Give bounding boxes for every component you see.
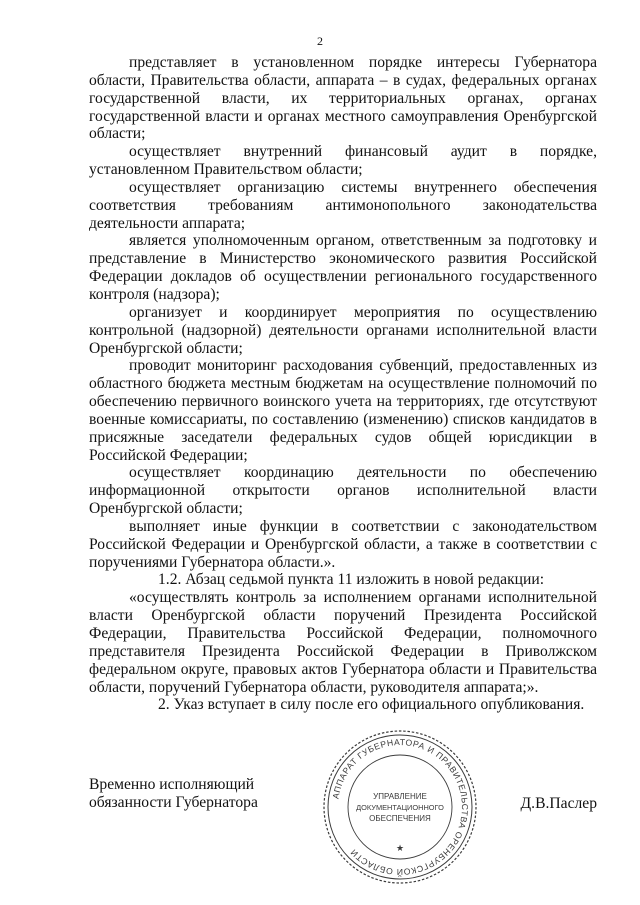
seal-graphic bbox=[320, 727, 480, 887]
paragraph-organizes-control: организует и координирует мероприятия по осуществлению контрольной (надзорной) деятельности органами исполнительной власти Оренбургской области; bbox=[89, 303, 597, 357]
seal-ring-text: АППАРАТ ГУБЕРНАТОРА И ПРАВИТЕЛЬСТВА ОРЕНБУРГСКОЙ ОБЛАСТИ bbox=[330, 736, 471, 878]
document-body bbox=[89, 54, 597, 714]
seal-star-icon: ★ bbox=[395, 844, 405, 854]
paragraph-other-functions: выполняет иные функции в соответствии с законодательством Российской Федерации и Оренбургской области, а также в соответствии с поручениями Губернатора области.». bbox=[89, 517, 597, 571]
paragraph-authorized-body: является уполномоченным органом, ответственным за подготовку и представление в Министерство экономического развития Российской Федерации докладов об осуществлении регионального государственного контроля (надзора); bbox=[89, 232, 597, 303]
paragraph-item-1-2: 1.2. Абзац седьмой пункта 11 изложить в новой редакции: bbox=[158, 571, 545, 589]
page-number: 2 bbox=[317, 34, 323, 48]
signature-position-line2: обязанности Губернатора bbox=[89, 794, 258, 811]
seal-center-line1: УПРАВЛЕНИЕ bbox=[373, 792, 427, 801]
paragraph-information-openness: осуществляет координацию деятельности по обеспечению информационной открытости органов исполнительной власти Оренбургской области; bbox=[89, 464, 597, 518]
seal-center-line3: ОБЕСПЕЧЕНИЯ bbox=[369, 814, 431, 823]
signature-position bbox=[89, 776, 258, 812]
seal-center-line2: ДОКУМЕНТАЦИОННОГО bbox=[356, 803, 444, 812]
paragraph-represents-interests: представляет в установленном порядке интересы Губернатора области, Правительства области, аппарата – в судах, федеральных органах государственной власти, их территориальных органах, органах государственной власти и органах местного самоуправления Оренбургской области; bbox=[89, 54, 597, 143]
signature-position-line1: Временно исполняющий bbox=[89, 776, 255, 793]
paragraph-antimonopoly-compliance: осуществляет организацию системы внутреннего обеспечения соответствия требованиям антимонопольного законодательства деятельности аппарата; bbox=[89, 178, 597, 232]
paragraph-new-wording: «осуществлять контроль за исполнением органами исполнительной власти Оренбургской области поручений Президента Российской Федерации, Правительства Российской Федерации, полномочного представителя Президента Российской Федерации в Приволжском федеральном округе, правовых актов Губернатора области и Правительства области, поручений Губернатора области, руководителя аппарата;». bbox=[89, 589, 597, 696]
official-seal bbox=[320, 727, 480, 887]
paragraph-item-2: 2. Указ вступает в силу после его официального опубликования. bbox=[158, 696, 585, 714]
paragraph-subventions-monitoring: проводит мониторинг расходования субвенций, предоставленных из областного бюджета местным бюджетам на осуществление полномочий по обеспечению первичного воинского учета на территориях, где отсутствуют военные комиссариаты, по составлению (изменению) списков кандидатов в присяжные заседатели федеральных судов общей юрисдикции в Российской Федерации; bbox=[89, 357, 597, 464]
signature-name: Д.В.Паслер bbox=[520, 795, 597, 812]
paragraph-internal-audit: осуществляет внутренний финансовый аудит в порядке, установленном Правительством области; bbox=[89, 143, 597, 179]
